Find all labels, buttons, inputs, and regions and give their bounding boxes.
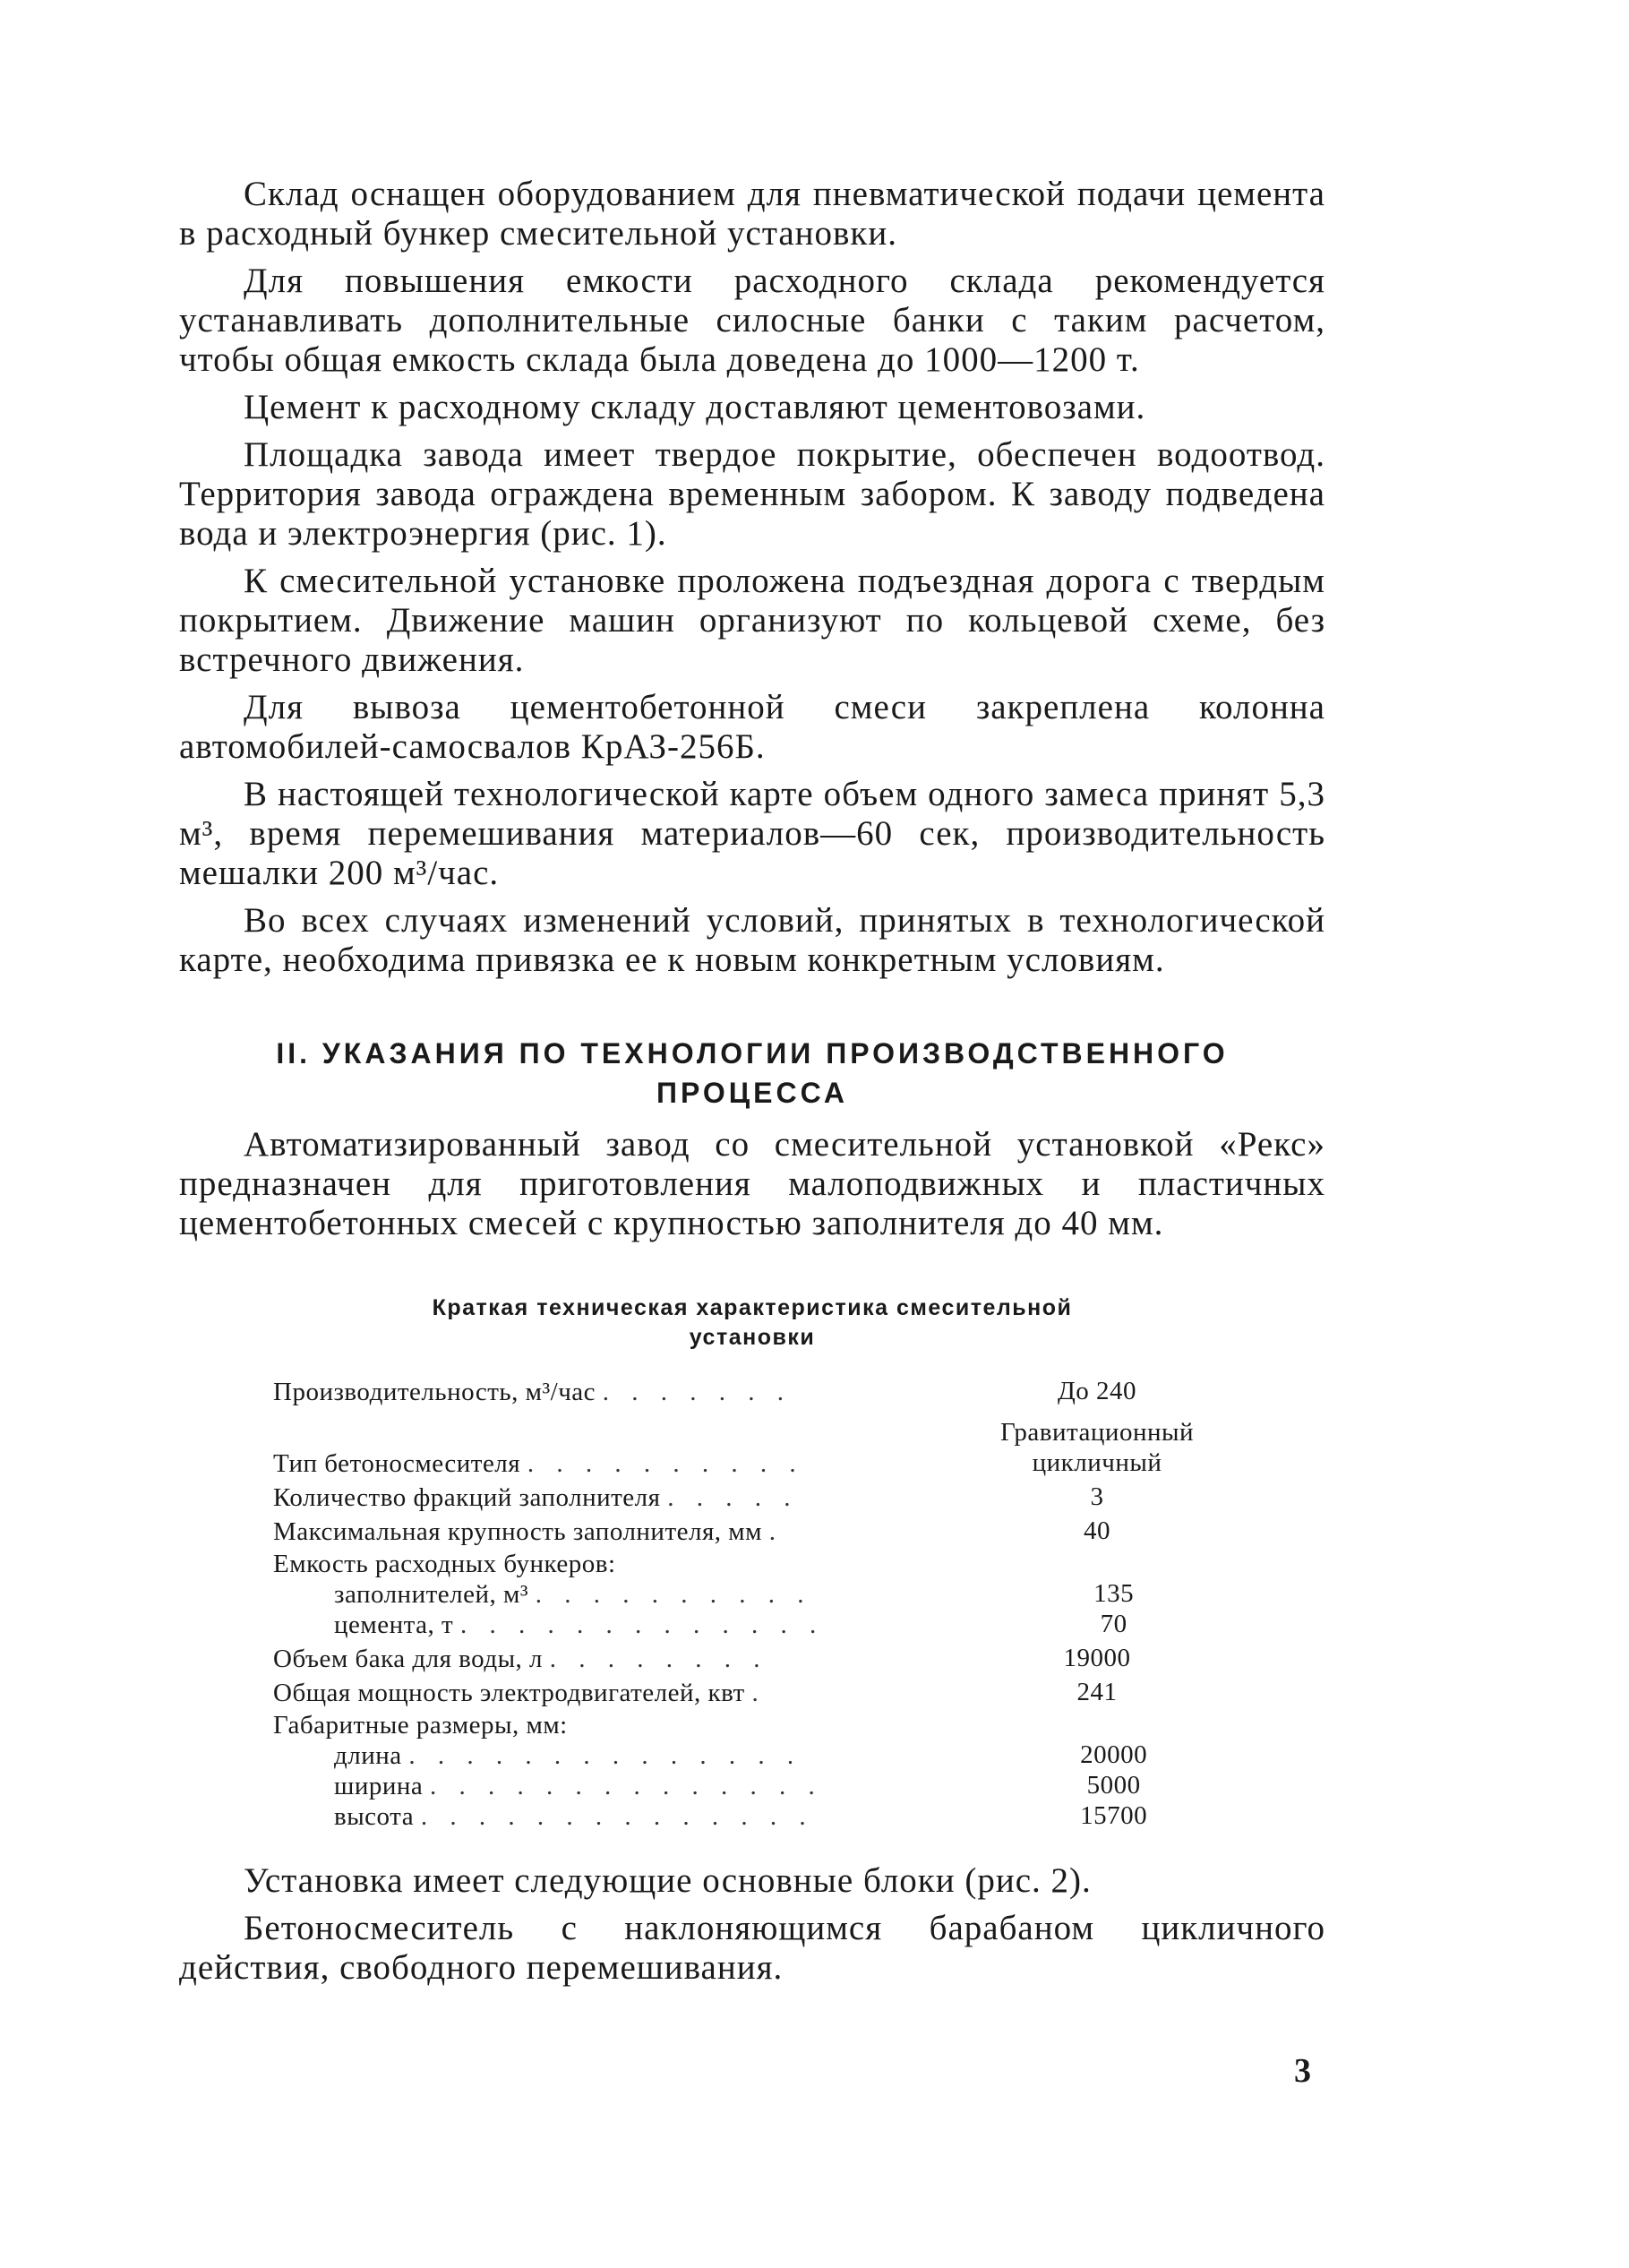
spec-table bbox=[273, 1376, 1249, 1831]
spec-label: Объем бака для воды, л . . . . . . . . bbox=[273, 1645, 768, 1673]
spec-value: 19000 bbox=[1063, 1644, 1131, 1672]
paragraph: К смесительной установке проложена подъездная дорога с твердым покрытием. Движение машин организуют по кольцевой схеме, без встречного движения. bbox=[179, 562, 1325, 679]
spec-value: 135 bbox=[1093, 1579, 1135, 1608]
spec-table-title bbox=[179, 1293, 1325, 1353]
spec-label: цемента, т . . . . . . . . . . . . . bbox=[334, 1611, 825, 1639]
spec-row bbox=[273, 1516, 1249, 1546]
paragraph: Склад оснащен оборудованием для пневматической подачи цемента в расходный бункер смесительной установки. bbox=[179, 175, 1325, 253]
spec-label: Емкость расходных бункеров: bbox=[273, 1550, 616, 1578]
spec-row bbox=[273, 1376, 1249, 1406]
spec-row bbox=[273, 1550, 1249, 1578]
spec-value: 40 bbox=[1084, 1516, 1110, 1545]
paragraph: Для вывоза цементобетонной смеси закреплена колонна автомобилей-самосвалов КрАЗ-256Б. bbox=[179, 688, 1325, 766]
paragraph: Площадка завода имеет твердое покрытие, обеспечен водоотвод. Территория завода ограждена временным забором. К заводу подведена вода и электроэнергия (рис. 1). bbox=[179, 435, 1325, 553]
spec-value: 5000 bbox=[1086, 1771, 1141, 1800]
spec-row bbox=[273, 1677, 1249, 1707]
spec-row bbox=[273, 1609, 1249, 1639]
section-heading-line: II. УКАЗАНИЯ ПО ТЕХНОЛОГИИ ПРОИЗВОДСТВЕННОГО bbox=[276, 1037, 1229, 1070]
spec-label: Общая мощность электродвигателей, квт . bbox=[273, 1679, 767, 1707]
spec-label: ширина . . . . . . . . . . . . . . bbox=[334, 1772, 823, 1800]
spec-row bbox=[273, 1643, 1249, 1673]
spec-label: длина . . . . . . . . . . . . . . bbox=[334, 1741, 802, 1770]
paragraph: Во всех случаях изменений условий, принятых в технологической карте, необходима привязка ее к новым конкретным условиям. bbox=[179, 901, 1325, 979]
spec-value: До 240 bbox=[1057, 1377, 1137, 1405]
spec-table-title-line: установки bbox=[689, 1325, 816, 1350]
paragraph: Цемент к расходному складу доставляют цементовозами. bbox=[244, 388, 1146, 426]
document-page bbox=[179, 175, 1325, 1996]
paragraph: Для повышения емкости расходного склада рекомендуется устанавливать дополнительные силосные банки с таким расчетом, чтобы общая емкость склада была доведена до 1000—1200 т. bbox=[179, 262, 1325, 379]
spec-label: высота . . . . . . . . . . . . . . bbox=[334, 1802, 814, 1831]
spec-table-title-line: Краткая техническая характеристика смесительной bbox=[432, 1295, 1073, 1320]
spec-row bbox=[273, 1770, 1249, 1800]
paragraph: Бетоносмеситель с наклоняющимся барабаном цикличного действия, свободного перемешивания. bbox=[179, 1909, 1325, 1987]
intro-paragraph: Автоматизированный завод со смесительной установкой «Рекс» предназначен для приготовления малоподвижных и пластичных цементобетонных смесей с крупностью заполнителя до 40 мм. bbox=[179, 1125, 1325, 1242]
section-heading bbox=[179, 1034, 1325, 1113]
paragraph: Установка имеет следующие основные блоки (рис. 2). bbox=[244, 1861, 1092, 1900]
spec-row bbox=[273, 1482, 1249, 1512]
spec-label: Габаритные размеры, мм: bbox=[273, 1711, 568, 1740]
spec-label: Тип бетоносмесителя . . . . . . . . . . bbox=[273, 1449, 804, 1478]
spec-row bbox=[273, 1711, 1249, 1740]
spec-label: Производительность, м³/час . . . . . . . bbox=[273, 1378, 793, 1406]
section-heading-line: ПРОЦЕССА bbox=[656, 1077, 849, 1109]
spec-row bbox=[273, 1740, 1249, 1770]
spec-label: заполнителей, м³ . . . . . . . . . . bbox=[334, 1580, 812, 1609]
spec-label: Максимальная крупность заполнителя, мм . bbox=[273, 1517, 784, 1546]
spec-value: 70 bbox=[1100, 1610, 1127, 1638]
spec-row bbox=[273, 1800, 1249, 1831]
spec-label: Количество фракций заполнителя . . . . . bbox=[273, 1483, 799, 1512]
spec-value: 20000 bbox=[1080, 1740, 1148, 1769]
spec-value: 241 bbox=[1076, 1678, 1118, 1706]
paragraph: В настоящей технологической карте объем одного замеса принят 5,3 м³, время перемешивания материалов—60 сек, производительность мешалки 200 м³/час. bbox=[179, 775, 1325, 892]
spec-value: 15700 bbox=[1080, 1801, 1148, 1830]
spec-value: 3 bbox=[1090, 1482, 1104, 1511]
spec-row bbox=[273, 1417, 1249, 1478]
spec-row bbox=[273, 1578, 1249, 1609]
page-number: 3 bbox=[1294, 2052, 1311, 2090]
spec-value: Гравитационный цикличный bbox=[999, 1418, 1194, 1477]
